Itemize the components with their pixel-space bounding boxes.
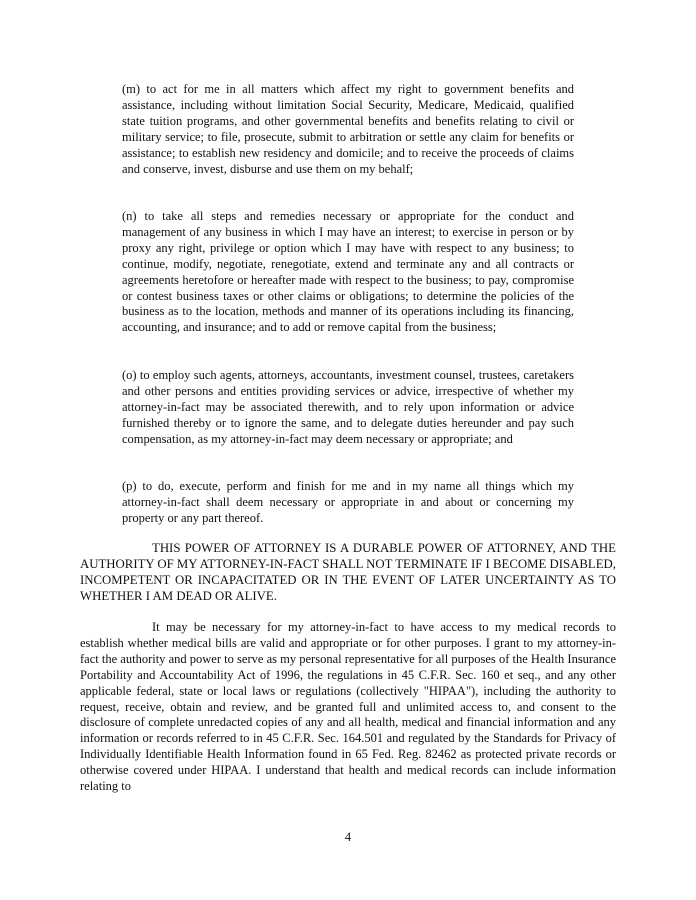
hipaa-paragraph-text: It may be necessary for my attorney-in-fact to have access to my medical records to establish whether medical bills are valid and appropriate or for other purposes. I grant to my attorney-in-fact the authority and power to serve as my personal representative for all purposes of the Health Insurance Portability and Accountability Act of 1996, the regulations in 45 C.F.R. Sec. 160 et seq., and any other applicable federal, state or local laws or regulations (collectively "HIPAA"), including the authority to request, receive, obtain and review, and be granted full and unlimited access to, and consent to the disclosure of complete unredacted copies of any and all health, medical and financial information and any information or records referred to in 45 C.F.R. Sec. 164.501 and regulated by the Standards for Privacy of Individually Identifiable Health Information found in 65 Fed. Reg. 82462 as protected private records or otherwise covered under HIPAA. I understand that health and medical records can include information relating to: [80, 620, 616, 794]
durable-power-statement: [80, 541, 616, 605]
durable-power-text: THIS POWER OF ATTORNEY IS A DURABLE POWER OF ATTORNEY, AND THE AUTHORITY OF MY ATTORNEY-IN-FACT SHALL NOT TERMINATE IF I BECOME DISABLED, INCOMPETENT OR INCAPACITATED OR IN THE EVENT OF LATER UNCERTAINTY AS TO WHETHER I AM DEAD OR ALIVE.: [80, 541, 616, 603]
page-number: 4: [344, 830, 352, 844]
clause-n: (n) to take all steps and remedies necessary or appropriate for the conduct and management of any business in which I may have an interest; to exercise in person or by proxy any right, privilege or option which I may have with respect to any business; to continue, modify, negotiate, renegotiate, extend and terminate any and all contracts or agreements heretofore or hereafter made with respect to the business; to pay, compromise or contest business taxes or other claims or obligations; to determine the policies of the business as to the location, methods and manner of its operations including its financing, accounting, and insurance; and to add or remove capital from the business;: [122, 209, 574, 335]
hipaa-paragraph: [80, 620, 616, 795]
clause-m: (m) to act for me in all matters which affect my right to government benefits and assistance, including without limitation Social Security, Medicare, Medicaid, qualified state tuition programs, and other governmental benefits and benefits relating to civil or military service; to file, prosecute, submit to arbitration or settle any claim for benefits or assistance; to establish new residency and domicile; and to receive the proceeds of claims and conserve, invest, disburse and use them on my behalf;: [122, 82, 574, 176]
clause-p: (p) to do, execute, perform and finish for me and in my name all things which my attorney-in-fact shall deem necessary or appropriate in and about or concerning my property or any part thereof.: [122, 479, 574, 525]
clause-o: (o) to employ such agents, attorneys, accountants, investment counsel, trustees, caretakers and other persons and entities providing services or advice, irrespective of whether my attorney-in-fact may be associated therewith, and to rely upon information or advice furnished thereby or to ignore the same, and to delegate duties hereunder and pay such compensation, as my attorney-in-fact may deem necessary or appropriate; and: [122, 368, 574, 446]
